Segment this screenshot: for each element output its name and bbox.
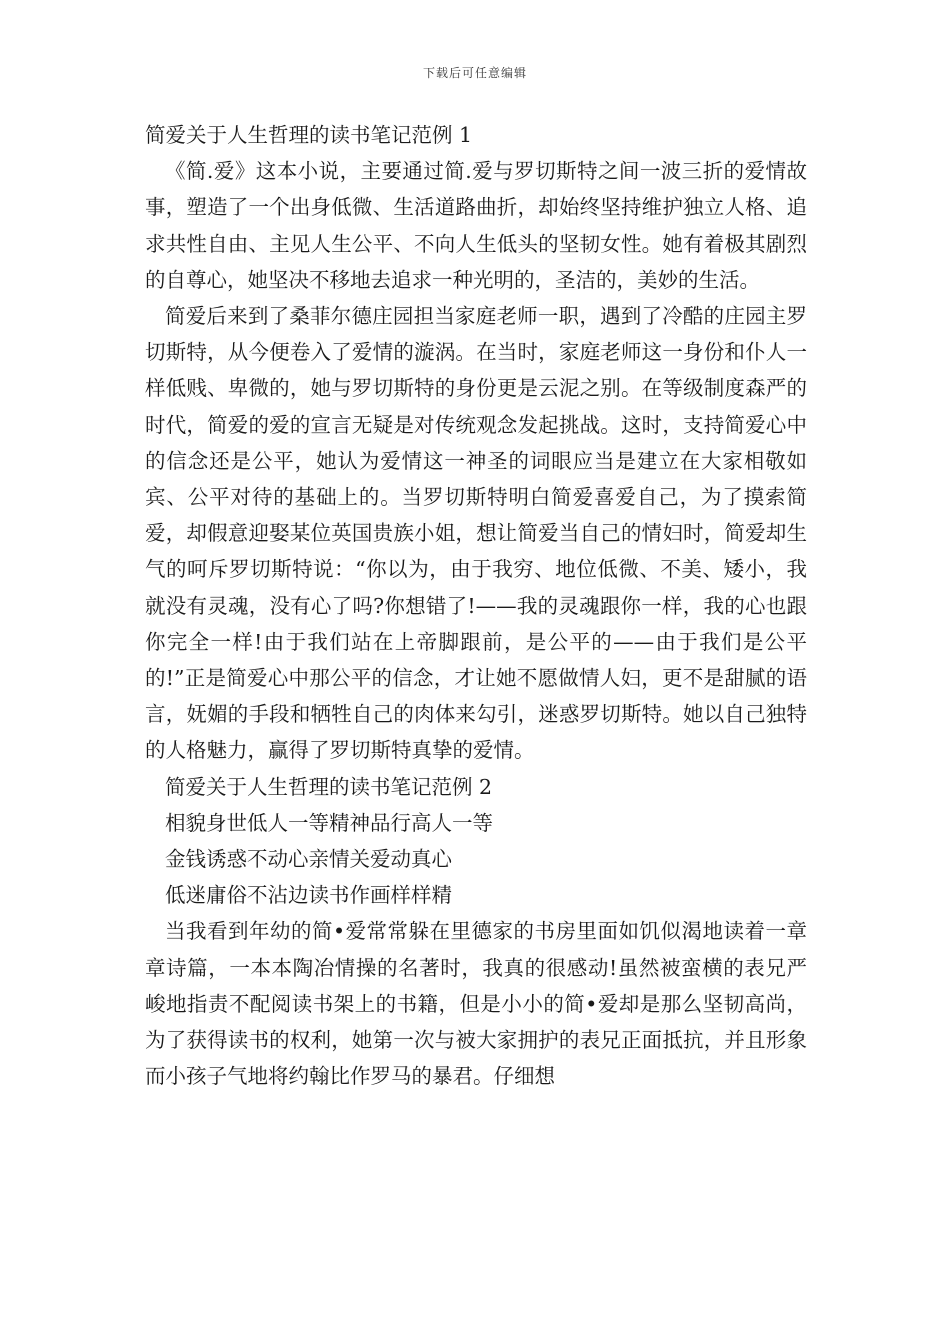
section-1-paragraph-1: 《简.爱》这本小说，主要通过简.爱与罗切斯特之间一波三折的爱情故事，塑造了一个出身低微、生活道路曲折，却始终坚持维护独立人格、追求共性自由、主见人生公平、不向人生低头的坚韧女性。她有着极其剧烈的自尊心，她坚决不移地去追求一种光明的，圣洁的，美妙的生活。 xyxy=(145,159,807,292)
page-header-note: 下载后可任意编辑 xyxy=(422,66,527,80)
document-body xyxy=(145,117,807,1094)
section-1-title: 简爱关于人生哲理的读书笔记范例 1 xyxy=(145,123,473,147)
poem-line-3: 低迷庸俗不沾边读书作画样样精 xyxy=(165,883,452,908)
poem-line-1: 相貌身世低人一等精神品行高人一等 xyxy=(165,810,493,835)
section-1-paragraph-2: 简爱后来到了桑菲尔德庄园担当家庭老师一职，遇到了冷酷的庄园主罗切斯特，从今便卷入了爱情的漩涡。在当时，家庭老师这一身份和仆人一样低贱、卑微的，她与罗切斯特的身份更是云泥之别。在等级制度森严的时代，简爱的爱的宣言无疑是对传统观念发起挑战。这时，支持简爱心中的信念还是公平，她认为爱情这一神圣的词眼应当是建立在大家相敬如宾、公平对待的基础上的。当罗切斯特明白简爱喜爱自己，为了摸索简爱，却假意迎娶某位英国贵族小姐，想让简爱当自己的情妇时，简爱却生气的呵斥罗切斯特说：“你以为，由于我穷、地位低微、不美、矮小，我就没有灵魂，没有心了吗?你想错了!——我的灵魂跟你一样，我的心也跟你完全一样!由于我们站在上帝脚跟前，是公平的——由于我们是公平的!”正是简爱心中那公平的信念，才让她不愿做情人妇，更不是甜腻的语言，妩媚的手段和牺牲自己的肉体来勾引，迷惑罗切斯特。她以自己独特的人格魅力，赢得了罗切斯特真挚的爱情。 xyxy=(145,304,807,763)
section-2-paragraph-1: 当我看到年幼的简•爱常常躲在里德家的书房里面如饥似渴地读着一章章诗篇，一本本陶冶情操的名著时，我真的很感动!虽然被蛮横的表兄严峻地指责不配阅读书架上的书籍，但是小小的简•爱却是那么坚韧高尚，为了获得读书的权利，她第一次与被大家拥护的表兄正面抵抗，并且形象而小孩子气地将约翰比作罗马的暴君。仔细想 xyxy=(145,919,807,1089)
section-2-title: 简爱关于人生哲理的读书笔记范例 2 xyxy=(165,774,493,799)
poem-line-2: 金钱诱惑不动心亲情关爱动真心 xyxy=(165,847,452,872)
